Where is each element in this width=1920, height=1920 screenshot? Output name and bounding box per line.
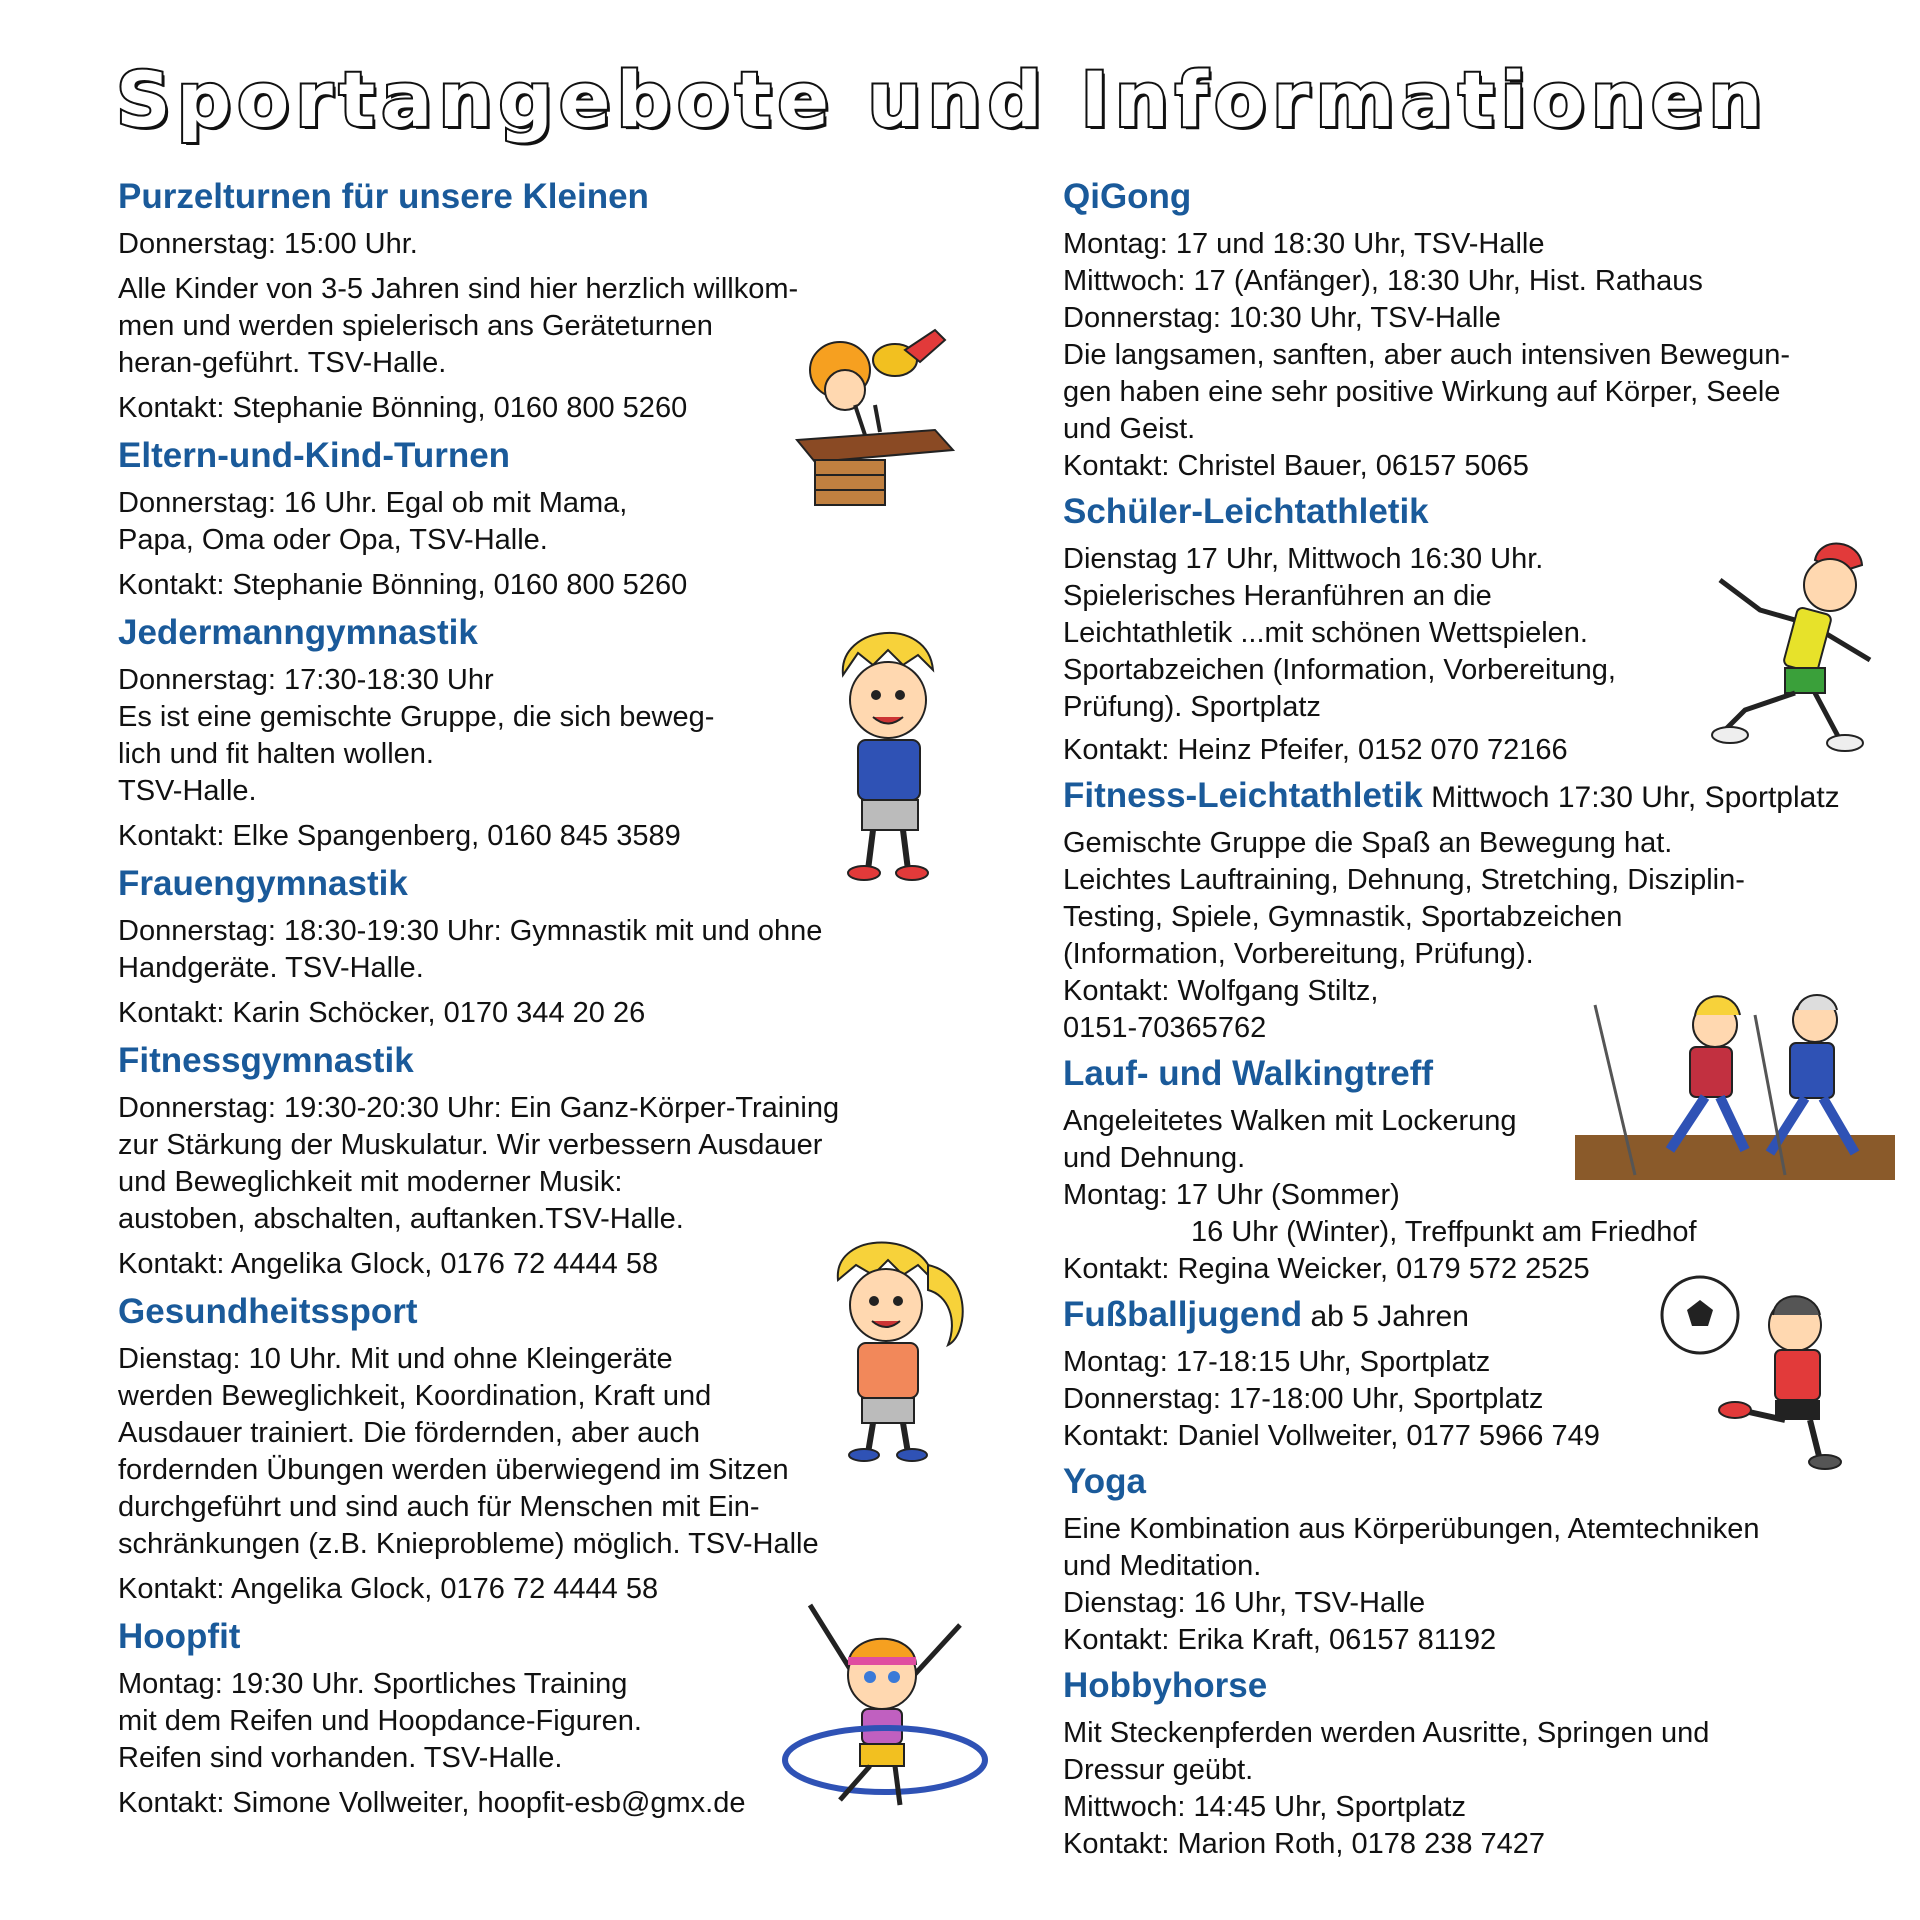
contact-text: Kontakt: Regina Weicker, 0179 572 2525	[1063, 1253, 1590, 1285]
description-text: Donnerstag: 16 Uhr. Egal ob mit Mama, Papa, Oma oder Opa, TSV-Halle.	[118, 487, 628, 556]
section-title: Hobbyhorse	[1063, 1666, 1268, 1705]
section-title: Frauengymnastik	[118, 864, 408, 903]
contact-text: Kontakt: Simone Vollweiter, hoopfit-esb@gmx.de	[118, 1787, 746, 1819]
section-title-main: Fußballjugend	[1063, 1295, 1303, 1334]
football-player-icon	[1655, 1270, 1875, 1470]
description-text: Donnerstag: 17:30-18:30 Uhr Es ist eine gemischte Gruppe, die sich beweg- lich und fit halten wollen. TSV-Halle.	[118, 664, 715, 807]
section-title: Fitnessgymnastik	[118, 1041, 414, 1080]
hoop-girl-icon	[760, 1595, 1010, 1815]
section-hobbyhorse	[1063, 1665, 1903, 1863]
description-text: Donnerstag: 19:30-20:30 Uhr: Ein Ganz-Körper-Training zur Stärkung der Muskulatur. Wir verbessern Ausdauer und Beweglichkeit mit moderner Musik: austoben, abschalten, auftanken.TSV-Halle.	[118, 1092, 840, 1235]
section-title: Purzelturnen für unsere Kleinen	[118, 177, 649, 216]
section-title: Lauf- und Walkingtreff	[1063, 1054, 1434, 1093]
description-text: Montag: 17-18:15 Uhr, Sportplatz Donnerstag: 17-18:00 Uhr, Sportplatz Kontakt: Daniel Vollweiter, 0177 5966 749	[1063, 1346, 1600, 1452]
section-qigong	[1063, 176, 1903, 485]
contact-text: Kontakt: Karin Schöcker, 0170 344 20 26	[118, 997, 646, 1029]
contact-text: Kontakt: Angelika Glock, 0176 72 4444 58	[118, 1248, 659, 1280]
section-title: Eltern-und-Kind-Turnen	[118, 436, 511, 475]
blonde-boy-icon	[818, 615, 958, 885]
section-title: Jedermanngymnastik	[118, 613, 478, 652]
description-text: Montag: 17 und 18:30 Uhr, TSV-Halle Mittwoch: 17 (Anfänger), 18:30 Uhr, Hist. Rathaus Donnerstag: 10:30 Uhr, TSV-Halle Die langsamen, sanften, aber auch intensiven Bewegun- gen haben eine sehr positive Wirkung auf Körper, Seele und Geist. Kontakt: Christel Bauer, 06157 5065	[1063, 228, 1791, 482]
sprinter-icon	[1700, 530, 1880, 760]
contact-text: Kontakt: Heinz Pfeifer, 0152 070 72166	[1063, 734, 1568, 766]
ponytail-girl-icon	[808, 1225, 988, 1465]
section-frauen	[118, 863, 938, 1032]
description-text: Dienstag 17 Uhr, Mittwoch 16:30 Uhr. Spielerisches Heranführen an die Leichtathletik ...mit schönen Wettspielen. Sportabzeichen (Information, Vorbereitung, Prüfung). Sportplatz	[1063, 543, 1616, 723]
section-title-note: Mittwoch 17:30 Uhr, Sportplatz	[1422, 781, 1840, 814]
section-title: Hoopfit	[118, 1617, 241, 1656]
contact-text: Kontakt: Stephanie Bönning, 0160 800 5260	[118, 392, 688, 424]
section-jedermann	[118, 612, 938, 855]
section-title-main: Fitness-Leichtathletik	[1063, 776, 1423, 815]
section-title: QiGong	[1063, 177, 1192, 216]
nordic-walkers-icon	[1575, 985, 1895, 1195]
section-title: Schüler-Leichtathletik	[1063, 492, 1429, 531]
contact-text: Kontakt: Elke Spangenberg, 0160 845 3589	[118, 820, 681, 852]
section-title: Yoga	[1063, 1462, 1146, 1501]
page-title: Sportangebote und Informationen	[116, 55, 1769, 144]
description-text: Mit Steckenpferden werden Ausritte, Springen und Dressur geübt. Mittwoch: 14:45 Uhr, Sportplatz Kontakt: Marion Roth, 0178 238 7427	[1063, 1717, 1710, 1860]
vaulting-child-icon	[785, 310, 965, 510]
description-text: Montag: 19:30 Uhr. Sportliches Training mit dem Reifen und Hoopdance-Figuren. Reifen sind vorhanden. TSV-Halle.	[118, 1668, 642, 1774]
description-text: Eine Kombination aus Körperübungen, Atemtechniken und Meditation. Dienstag: 16 Uhr, TSV-Halle Kontakt: Erika Kraft, 06157 81192	[1063, 1513, 1760, 1656]
contact-text: Kontakt: Stephanie Bönning, 0160 800 5260	[118, 569, 688, 601]
description-text: Donnerstag: 18:30-19:30 Uhr: Gymnastik mit und ohne Handgeräte. TSV-Halle.	[118, 915, 823, 984]
winter-schedule-text: 16 Uhr (Winter), Treffpunkt am Friedhof	[1191, 1216, 1697, 1248]
description-text: Angeleitetes Walken mit Lockerung und Dehnung. Montag: 17 Uhr (Sommer)	[1063, 1105, 1517, 1211]
description-text: Alle Kinder von 3-5 Jahren sind hier herzlich willkom- men und werden spielerisch ans Geräteturnen heran-geführt. TSV-Halle.	[118, 273, 799, 379]
section-title	[1063, 775, 1903, 817]
section-yoga	[1063, 1461, 1903, 1659]
description-text: Gemischte Gruppe die Spaß an Bewegung hat. Leichtes Lauftraining, Dehnung, Stretching, Disziplin- Testing, Spiele, Gymnastik, Sportabzeichen (Information, Vorbereitung, Prüfung). Kontakt: Wolfgang Stiltz, 0151-70365762	[1063, 827, 1745, 1044]
section-title-note: ab 5 Jahren	[1302, 1300, 1469, 1333]
contact-text: Kontakt: Angelika Glock, 0176 72 4444 58	[118, 1573, 659, 1605]
description-text: Dienstag: 10 Uhr. Mit und ohne Kleingeräte werden Beweglichkeit, Koordination, Kraft und Ausdauer trainiert. Die fördernden, aber auch fordernden Übungen werden überwiegend im Sitzen durchgeführt und sind auch für Menschen mit Ein- schränkungen (z.B. Knieprobleme) möglich. TSV-Halle	[118, 1343, 819, 1560]
schedule-text: Donnerstag: 15:00 Uhr.	[118, 228, 418, 260]
section-title: Gesundheitssport	[118, 1292, 418, 1331]
